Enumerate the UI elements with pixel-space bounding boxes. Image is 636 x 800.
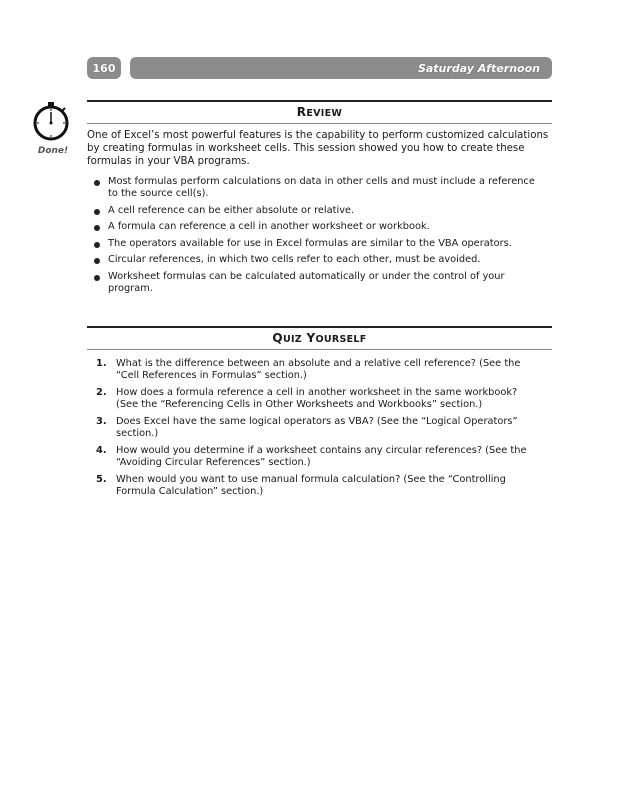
question-number: 1.	[96, 358, 107, 369]
list-item: A cell reference can be either absolute or relative.	[108, 205, 552, 217]
list-item: Worksheet formulas can be calculated automatically or under the control of your program.	[108, 271, 552, 296]
stopwatch-icon	[31, 100, 75, 144]
section-title: Saturday Afternoon	[130, 57, 552, 79]
review-bullet-list	[87, 176, 552, 296]
quiz-section	[87, 326, 552, 503]
list-item	[96, 387, 552, 412]
question-text: Does Excel have the same logical operators as VBA? (See the “Logical Operators” section.)	[116, 416, 518, 440]
list-item	[96, 358, 552, 383]
question-number: 5.	[96, 474, 107, 485]
list-item	[96, 416, 552, 441]
list-item: A formula can reference a cell in another worksheet or workbook.	[108, 221, 552, 233]
question-number: 4.	[96, 445, 107, 456]
list-item: Circular references, in which two cells refer to each other, must be avoided.	[108, 254, 552, 266]
session-timer	[31, 100, 75, 160]
question-number: 3.	[96, 416, 107, 427]
running-header	[87, 57, 552, 79]
question-text: What is the difference between an absolute and a relative cell reference? (See the “Cell References in Formulas” section.)	[116, 358, 521, 382]
review-section	[87, 100, 552, 300]
done-label: Done!	[37, 146, 69, 156]
review-intro: One of Excel’s most powerful features is the capability to perform customized calculations by creating formulas in worksheet cells. This session showed you how to create these formulas in your VBA programs.	[87, 130, 549, 168]
list-item	[96, 445, 552, 470]
review-heading: REVIEW	[87, 100, 552, 124]
page-number: 160	[87, 57, 121, 79]
list-item: Most formulas perform calculations on data in other cells and must include a reference to the source cell(s).	[108, 176, 552, 201]
question-text: How does a formula reference a cell in another worksheet in the same workbook? (See the “Referencing Cells in Other Worksheets and Workbooks” section.)	[116, 387, 518, 411]
list-item: The operators available for use in Excel formulas are similar to the VBA operators.	[108, 238, 552, 250]
question-text: When would you want to use manual formula calculation? (See the “Controlling Formula Calculation” section.)	[116, 474, 506, 498]
list-item	[96, 474, 552, 499]
question-number: 2.	[96, 387, 107, 398]
quiz-heading: QUIZ YOURSELF	[87, 326, 552, 350]
quiz-question-list	[87, 358, 552, 499]
question-text: How would you determine if a worksheet contains any circular references? (See the “Avoiding Circular References” section.)	[116, 445, 527, 469]
